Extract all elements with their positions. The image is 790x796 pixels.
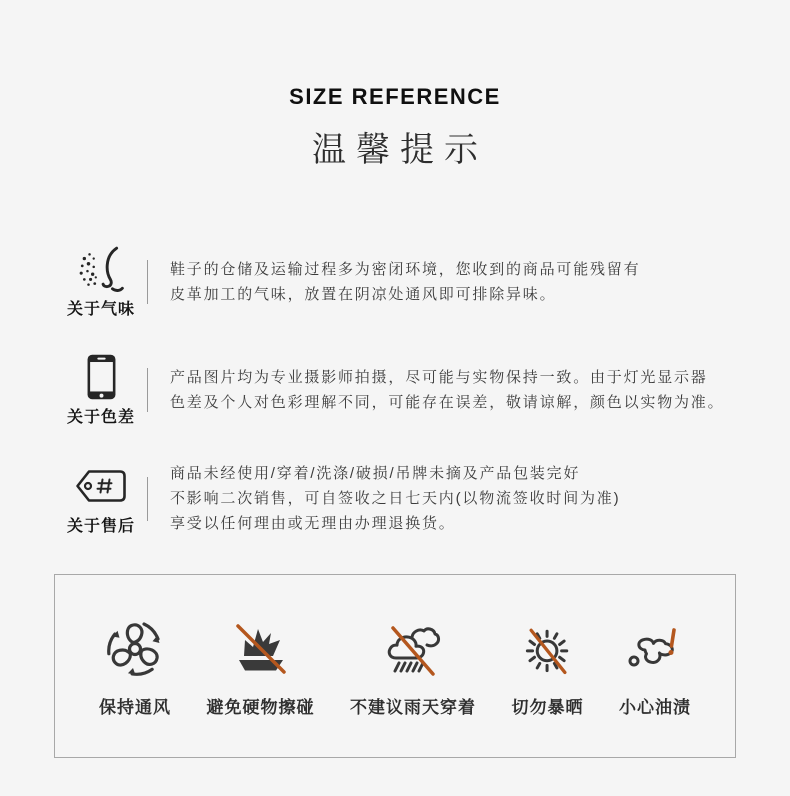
care-item-oil-stain — [619, 615, 691, 718]
divider — [147, 260, 148, 304]
no-sun-icon — [518, 615, 578, 681]
note-text-line: 产品图片均为专业摄影师拍摄，尽可能与实物保持一致。由于灯光显示器 — [170, 369, 708, 386]
note-row-color — [0, 353, 790, 427]
note-text-line: 鞋子的仓储及运输过程多为密闭环境，您收到的商品可能残留有 — [170, 261, 641, 278]
note-row-odor — [0, 245, 790, 319]
note-text-line: 色差及个人对色彩理解不同，可能存在误差，敬请谅解，颜色以实物为准。 — [170, 394, 725, 411]
page-subtitle: 温馨提示 — [312, 131, 488, 169]
care-label: 不建议雨天穿着 — [350, 697, 476, 717]
care-label: 保持通风 — [99, 697, 171, 717]
care-label: 小心油渍 — [619, 697, 691, 717]
note-label: 关于气味 — [66, 301, 135, 318]
price-tag-icon — [74, 462, 128, 510]
note-text-line: 享受以任何理由或无理由办理退换货。 — [170, 515, 456, 532]
care-tips-box — [54, 574, 736, 758]
care-item-no-sun — [512, 615, 584, 718]
note-text-line: 皮革加工的气味，放置在阴凉处通风即可排除异味。 — [170, 286, 557, 303]
divider — [147, 477, 148, 521]
divider — [147, 368, 148, 412]
care-item-ventilation — [99, 615, 171, 718]
note-row-aftersales — [0, 461, 790, 536]
no-hard-object-icon — [229, 615, 293, 681]
oil-stain-icon — [621, 615, 689, 681]
care-item-no-rain — [350, 615, 476, 718]
phone-icon — [86, 353, 117, 401]
note-text-line: 不影响二次销售，可自签收之日七天内(以物流签收时间为准) — [170, 490, 621, 507]
care-label: 避免硬物擦碰 — [206, 697, 315, 717]
note-label: 关于色差 — [66, 409, 135, 426]
care-label: 切勿暴晒 — [511, 697, 584, 717]
fan-icon — [103, 615, 167, 681]
notes-section — [0, 245, 790, 536]
smell-nose-icon — [76, 245, 126, 293]
no-rain-icon — [381, 615, 445, 681]
page-title: SIZE REFERENCE — [289, 84, 501, 109]
note-label: 关于售后 — [66, 517, 135, 535]
note-text-line: 商品未经使用/穿着/洗涤/破损/吊牌未摘及产品包装完好 — [170, 465, 581, 482]
care-item-no-hard-objects — [207, 615, 315, 718]
